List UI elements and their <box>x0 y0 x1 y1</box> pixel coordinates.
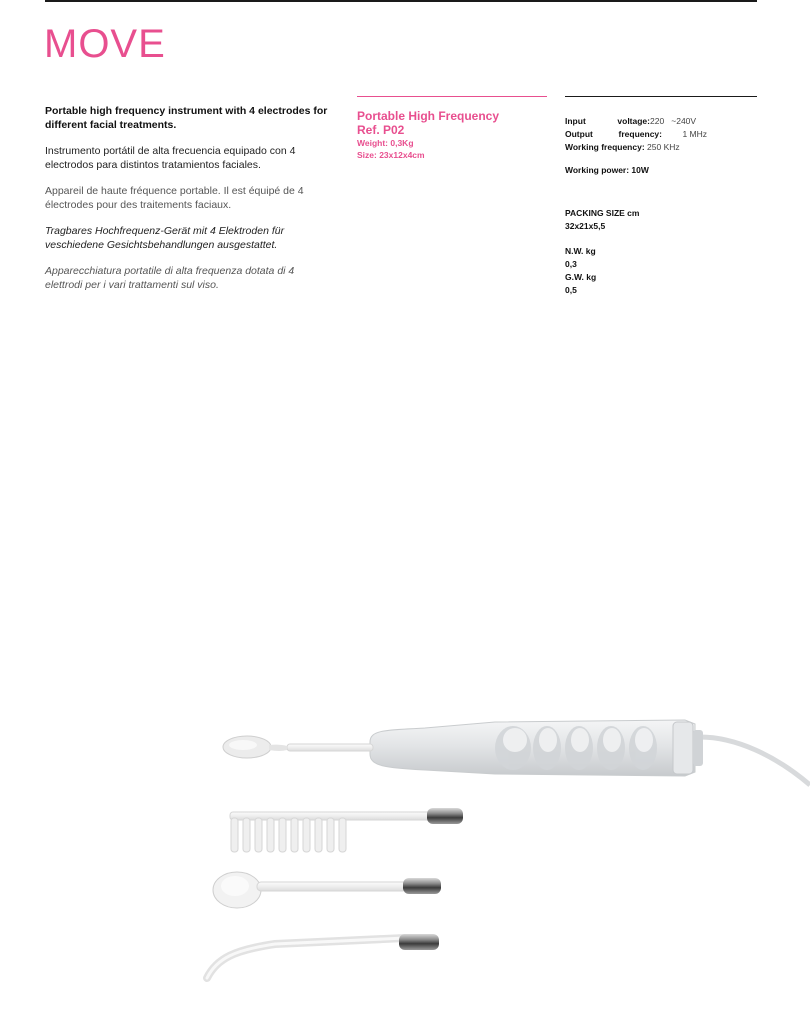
packing-size-value: 32x21x5,5 <box>565 221 606 231</box>
net-weight-value: 0,3 <box>565 259 577 269</box>
specs-column <box>565 96 757 297</box>
spec-working-frequency <box>565 141 757 154</box>
top-rule <box>45 0 757 2</box>
high-frequency-device-illustration <box>195 700 810 1010</box>
electrode-probe <box>207 934 439 978</box>
spec-input-voltage-value: 220 ~240V <box>650 116 697 126</box>
product-size: Size: 23x12x4cm <box>357 150 425 160</box>
electrode-disc <box>213 872 441 908</box>
product-photo <box>195 700 810 1015</box>
gross-weight-value: 0,5 <box>565 285 577 295</box>
spec-working-frequency-value: 250 KHz <box>647 142 680 152</box>
spec-output-frequency-value: 1 MHz <box>682 129 707 139</box>
spec-working-frequency-label: Working frequency: <box>565 142 645 152</box>
spec-working-power: Working power: 10W <box>565 165 649 175</box>
electrode-mushroom <box>223 736 373 758</box>
product-info-column <box>357 96 547 161</box>
packing-size-label: PACKING SIZE cm <box>565 208 640 218</box>
specs-rule <box>565 96 757 97</box>
electrode-comb <box>230 808 463 852</box>
spec-input-voltage <box>565 115 757 128</box>
description-de: Tragbares Hochfrequenz-Gerät mit 4 Elektroden für veschiedene Gesichtsbehandlungen ausgestattet. <box>45 225 285 251</box>
description-en: Portable high frequency instrument with 4 electrodes for different facial treatments. <box>45 105 328 131</box>
net-weight-label: N.W. kg <box>565 246 596 256</box>
product-ref: Ref. P02 <box>357 123 405 137</box>
spec-input-voltage-label-1: Input <box>565 116 586 126</box>
product-weight: Weight: 0,3Kg <box>357 138 414 148</box>
packing-info <box>565 207 757 297</box>
description-column <box>45 104 330 304</box>
spec-input-voltage-label-2: voltage: <box>617 116 650 126</box>
device-handle <box>370 720 703 776</box>
spec-output-frequency-label-1: Output <box>565 129 593 139</box>
page-title: MOVE <box>44 22 166 66</box>
gross-weight-label: G.W. kg <box>565 272 597 282</box>
description-it: Apparecchiatura portatile di alta frequenza dotata di 4 elettrodi per i vari trattamenti sul viso. <box>45 265 295 291</box>
description-es: Instrumento portátil de alta frecuencia equipado con 4 electrodos para distintos tratamientos faciales. <box>45 145 296 171</box>
spec-output-frequency-label-2: frequency: <box>618 129 662 139</box>
spec-output-frequency <box>565 128 707 141</box>
product-info-rule <box>357 96 547 97</box>
product-name: Portable High Frequency <box>357 109 500 123</box>
description-fr: Appareil de haute fréquence portable. Il est équipé de 4 électrodes pour des traitements faciaux. <box>45 185 304 211</box>
